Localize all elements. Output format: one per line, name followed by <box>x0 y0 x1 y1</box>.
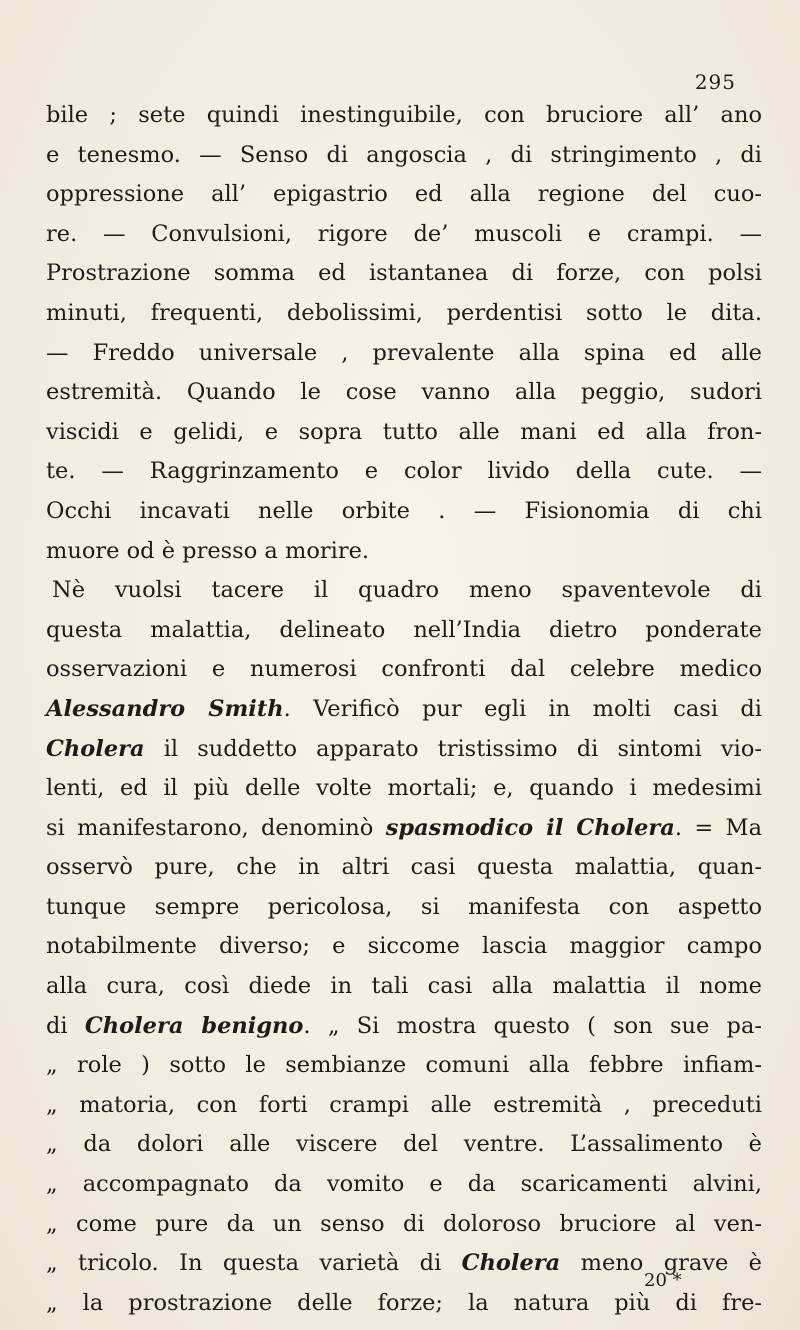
text-line: osservò pure, che in altri casi questa malattia, quan- <box>46 854 762 881</box>
text-line: si manifestarono, denominò spasmodico il Cholera. = Ma <box>46 814 763 841</box>
text-line: „ come pure da un senso di doloroso bruciore al ven- <box>46 1210 762 1237</box>
text-line: e tenesmo. — Senso di angoscia , di stringimento , di <box>46 141 762 168</box>
page-number: 295 <box>694 70 736 94</box>
text-line: Alessandro Smith. Verificò pur egli in molti casi di <box>46 695 762 722</box>
text-line: estremità. Quando le cose vanno alla peggio, sudori <box>46 379 762 406</box>
text-line: bile ; sete quindi inestinguibile, con bruciore all’ ano <box>46 102 762 128</box>
text-line: questa malattia, delineato nell’India dietro ponderate <box>46 616 762 643</box>
text-line: te. — Raggrinzamento e color livido della cute. — <box>46 458 762 485</box>
text-line: viscidi e gelidi, e sopra tutto alle mani ed alla fron- <box>46 418 762 445</box>
text-line: „ accompagnato da vomito e da scaricamenti alvini, <box>46 1171 762 1198</box>
text-line: Cholera il suddetto apparato tristissimo di sintomi vio- <box>46 735 762 762</box>
text-line: di Cholera benigno. „ Si mostra questo ( son sue pa- <box>46 1012 762 1039</box>
text-line: „ la prostrazione delle forze; la natura più di fre- <box>46 1289 762 1316</box>
text-line: „ role ) sotto le sembianze comuni alla febbre infiam- <box>46 1052 762 1079</box>
text-line: Prostrazione somma ed istantanea di forze, con polsi <box>46 260 762 287</box>
text-line: alla cura, così diede in tali casi alla malattia il nome <box>46 973 762 1000</box>
text-line: notabilmente diverso; e siccome lascia maggior campo <box>46 933 762 960</box>
text-line: „ tricolo. In questa varietà di Cholera meno grave è <box>46 1250 762 1277</box>
text-line: re. — Convulsioni, rigore de’ muscoli e crampi. — <box>46 220 762 247</box>
text-line: tunque sempre pericolosa, si manifesta con aspetto <box>46 893 762 920</box>
text-line: osservazioni e numerosi confronti dal celebre medico <box>46 656 762 683</box>
text-line: Occhi incavati nelle orbite . — Fisionomia di chi <box>46 497 762 524</box>
text-line: Nè vuolsi tacere il quadro meno spaventevole di <box>52 577 762 604</box>
text-line: „ matoria, con forti crampi alle estremità , preceduti <box>46 1091 762 1118</box>
text-line: oppressione all’ epigastrio ed alla regione del cuo- <box>46 181 762 208</box>
body-text <box>46 96 762 1323</box>
text-line: muore od è presso a morire. <box>46 537 370 564</box>
text-line: „ da dolori alle viscere del ventre. L’assalimento è <box>46 1131 762 1158</box>
text-line: lenti, ed il più delle volte mortali; e, quando i medesimi <box>46 775 762 802</box>
text-line: — Freddo universale , prevalente alla spina ed alle <box>46 339 762 366</box>
signature-mark: 20 * <box>644 1270 682 1291</box>
text-line: minuti, frequenti, debolissimi, perdentisi sotto le dita. <box>46 299 762 326</box>
